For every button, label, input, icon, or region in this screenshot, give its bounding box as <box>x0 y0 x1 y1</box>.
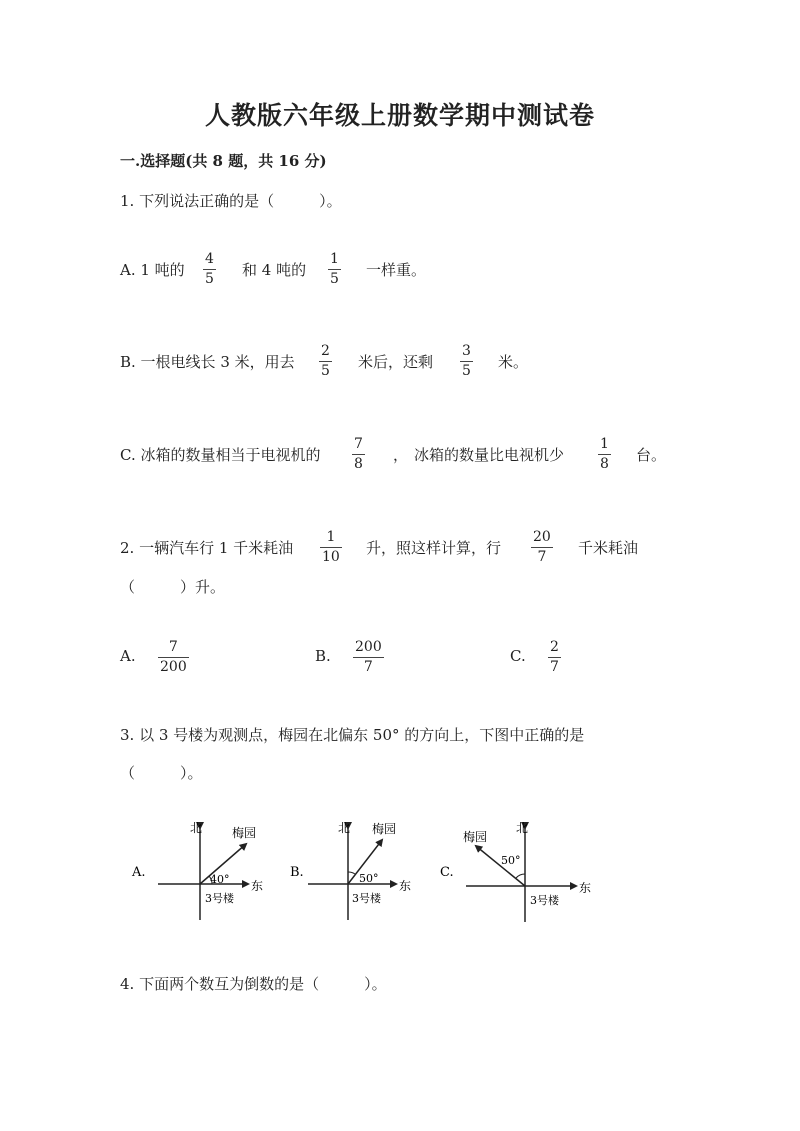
diagram-a-label: A. <box>132 865 146 880</box>
q1-option-b-fraction2 <box>460 343 473 380</box>
diagram-b-angle: 50° <box>359 872 379 885</box>
diagram-c-east: 东 <box>579 881 592 895</box>
numerator: 1 <box>326 529 336 545</box>
diagram-c-north: 北 <box>516 821 529 835</box>
q4-stem: 4. 下面两个数互为倒数的是（ ）。 <box>120 975 387 993</box>
q1-option-a-text1: A. 1 吨的 <box>120 261 185 279</box>
diagram-b-north: 北 <box>338 821 351 835</box>
q1-option-b-fraction1 <box>319 343 332 380</box>
denominator: 5 <box>330 271 339 287</box>
diagram-a-angle: 40° <box>210 873 230 886</box>
section-heading: 一.选择题(共 8 题，共 16 分) <box>120 152 327 170</box>
q1-option-a-fraction2 <box>328 251 341 288</box>
q1-option-b-text3: 米。 <box>498 353 529 371</box>
denominator: 7 <box>550 659 559 675</box>
numerator: 20 <box>533 529 551 545</box>
numerator: 200 <box>355 639 382 655</box>
q2-text4: （ ）升。 <box>120 578 226 596</box>
numerator: 7 <box>354 436 363 452</box>
q2-option-a-label: A. <box>120 647 136 665</box>
diagram-c-origin: 3号楼 <box>530 894 559 907</box>
numerator: 7 <box>168 639 178 655</box>
denominator: 8 <box>600 456 609 472</box>
q2-fraction2 <box>531 529 553 566</box>
diagram-a <box>131 821 263 920</box>
diagram-b-east: 东 <box>399 879 412 893</box>
numerator: 3 <box>462 343 471 359</box>
q1-option-c-fraction1 <box>352 436 365 473</box>
numerator: 1 <box>330 251 339 267</box>
numerator: 4 <box>205 251 214 267</box>
diagram-c-place: 梅园 <box>463 830 488 844</box>
angle-arc <box>516 874 525 878</box>
diagram-b-place: 梅园 <box>372 822 397 836</box>
page-title: 人教版六年级上册数学期中测试卷 <box>204 101 595 130</box>
diagram-a-north: 北 <box>190 821 203 835</box>
denominator: 5 <box>205 271 214 287</box>
diagram-a-place: 梅园 <box>232 826 257 840</box>
q2-option-c-fraction <box>548 639 561 676</box>
q1-stem: 1. 下列说法正确的是（ ）。 <box>120 192 342 210</box>
q2-option-a-fraction <box>158 639 189 676</box>
numerator: 2 <box>550 639 559 655</box>
q1-option-b-text1: B. 一根电线长 3 米，用去 <box>120 353 295 371</box>
denominator: 7 <box>537 549 547 565</box>
q3-stem: 3. 以 3 号楼为观测点，梅园在北偏东 50° 的方向上，下图中正确的是 <box>120 726 585 744</box>
q1-option-c-text3: 台。 <box>636 446 667 464</box>
q1-option-c-text2: 冰箱的数量比电视机少 <box>414 446 565 464</box>
diagram-c <box>440 821 591 922</box>
q3-direction-diagrams <box>120 810 600 935</box>
angle-arc <box>348 872 355 874</box>
q1-option-b-text2: 米后，还剩 <box>358 353 434 371</box>
diagram-b <box>290 821 411 920</box>
q2-text1: 2. 一辆汽车行 1 千米耗油 <box>120 539 294 557</box>
denominator: 7 <box>363 659 373 675</box>
diagram-a-origin: 3号楼 <box>205 892 234 905</box>
denominator: 8 <box>354 456 363 472</box>
diagram-c-angle: 50° <box>501 854 521 867</box>
denominator: 10 <box>322 549 340 565</box>
q2-option-c-label: C. <box>510 647 526 665</box>
diagram-b-origin: 3号楼 <box>352 892 381 905</box>
q1-option-c-text1: C. 冰箱的数量相当于电视机的 <box>120 446 321 464</box>
q1-option-a-text2: 和 4 吨的 <box>242 261 307 279</box>
q1-option-c-comma: ， <box>393 446 409 464</box>
diagram-c-label: C. <box>440 865 454 880</box>
q2-fraction1 <box>320 529 342 566</box>
q2-option-b-fraction <box>353 639 384 676</box>
numerator: 1 <box>600 436 609 452</box>
diagram-b-label: B. <box>290 865 304 880</box>
q1-option-c-fraction2 <box>598 436 611 473</box>
denominator: 200 <box>160 659 187 675</box>
q2-text3: 千米耗油 <box>578 539 639 557</box>
q3-stem-blank: （ ）。 <box>120 764 203 782</box>
q1-option-a-text3: 一样重。 <box>366 261 427 279</box>
diagram-a-east: 东 <box>251 879 264 893</box>
numerator: 2 <box>321 343 330 359</box>
denominator: 5 <box>462 363 471 379</box>
denominator: 5 <box>321 363 330 379</box>
q2-option-b-label: B. <box>315 647 331 665</box>
q2-text2: 升，照这样计算，行 <box>366 539 502 557</box>
q1-option-a-fraction1 <box>203 251 216 288</box>
